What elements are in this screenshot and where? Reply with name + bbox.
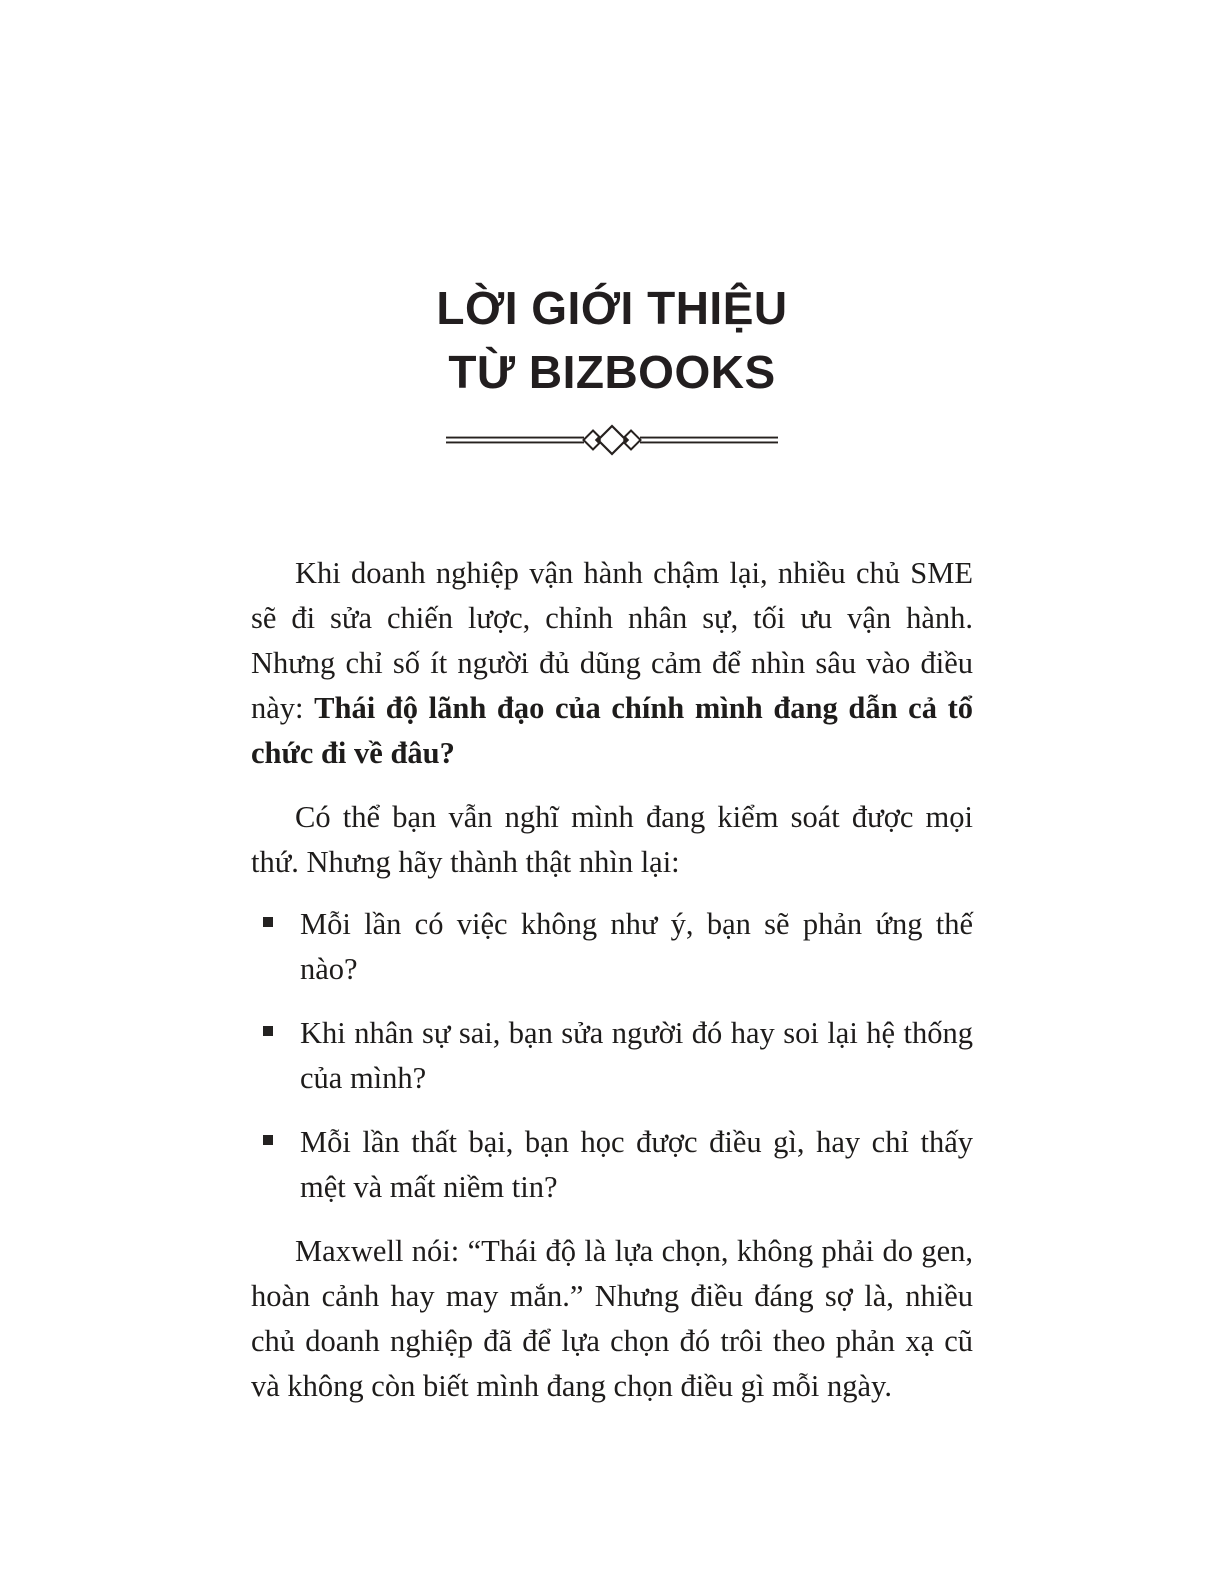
bullet-marker-icon bbox=[263, 917, 273, 927]
title-line-2: TỪ BIZBOOKS bbox=[448, 346, 776, 398]
list-item-text: Khi nhân sự sai, bạn sửa người đó hay soi lại hệ thống của mình? bbox=[300, 1016, 973, 1095]
title-divider bbox=[251, 421, 973, 459]
bullet-marker-icon bbox=[263, 1135, 273, 1145]
list-item bbox=[251, 1011, 973, 1101]
list-item bbox=[251, 1120, 973, 1210]
double-rule-right-icon bbox=[640, 437, 778, 444]
list-item bbox=[251, 902, 973, 992]
list-item-text: Mỗi lần có việc không như ý, bạn sẽ phản ứng thế nào? bbox=[300, 907, 973, 986]
list-item-text: Mỗi lần thất bại, bạn học được điều gì, hay chỉ thấy mệt và mất niềm tin? bbox=[300, 1125, 973, 1204]
paragraph-1 bbox=[251, 551, 973, 776]
paragraph-2: Có thể bạn vẫn nghĩ mình đang kiểm soát được mọi thứ. Nhưng hãy thành thật nhìn lại: bbox=[251, 800, 973, 879]
paragraph-3: Maxwell nói: “Thái độ là lựa chọn, không phải do gen, hoàn cảnh hay may mắn.” Nhưng điều đáng sợ là, nhiều chủ doanh nghiệp đã để lựa chọn đó trôi theo phản xạ cũ và không còn biết mình đang chọn điều gì mỗi ngày. bbox=[251, 1234, 973, 1403]
double-rule-left-icon bbox=[446, 437, 584, 444]
content-column bbox=[251, 276, 973, 1409]
question-list bbox=[251, 902, 973, 1210]
title-line-1: LỜI GIỚI THIỆU bbox=[436, 282, 788, 334]
page-title bbox=[251, 276, 973, 404]
paragraph-1-bold-run: Thái độ lãnh đạo của chính mình đang dẫn cả tổ chức đi về đâu? bbox=[251, 691, 973, 770]
body-text bbox=[251, 551, 973, 1409]
diamond-ornament-icon bbox=[446, 421, 778, 459]
bullet-marker-icon bbox=[263, 1026, 273, 1036]
paragraph-1-normal-run: Khi doanh nghiệp vận hành chậm lại, nhiều chủ SME sẽ đi sửa chiến lược, chỉnh nhân sự, tối ưu vận hành. Nhưng chỉ số ít người đủ dũng cảm để nhìn sâu vào điều này: bbox=[251, 556, 973, 725]
